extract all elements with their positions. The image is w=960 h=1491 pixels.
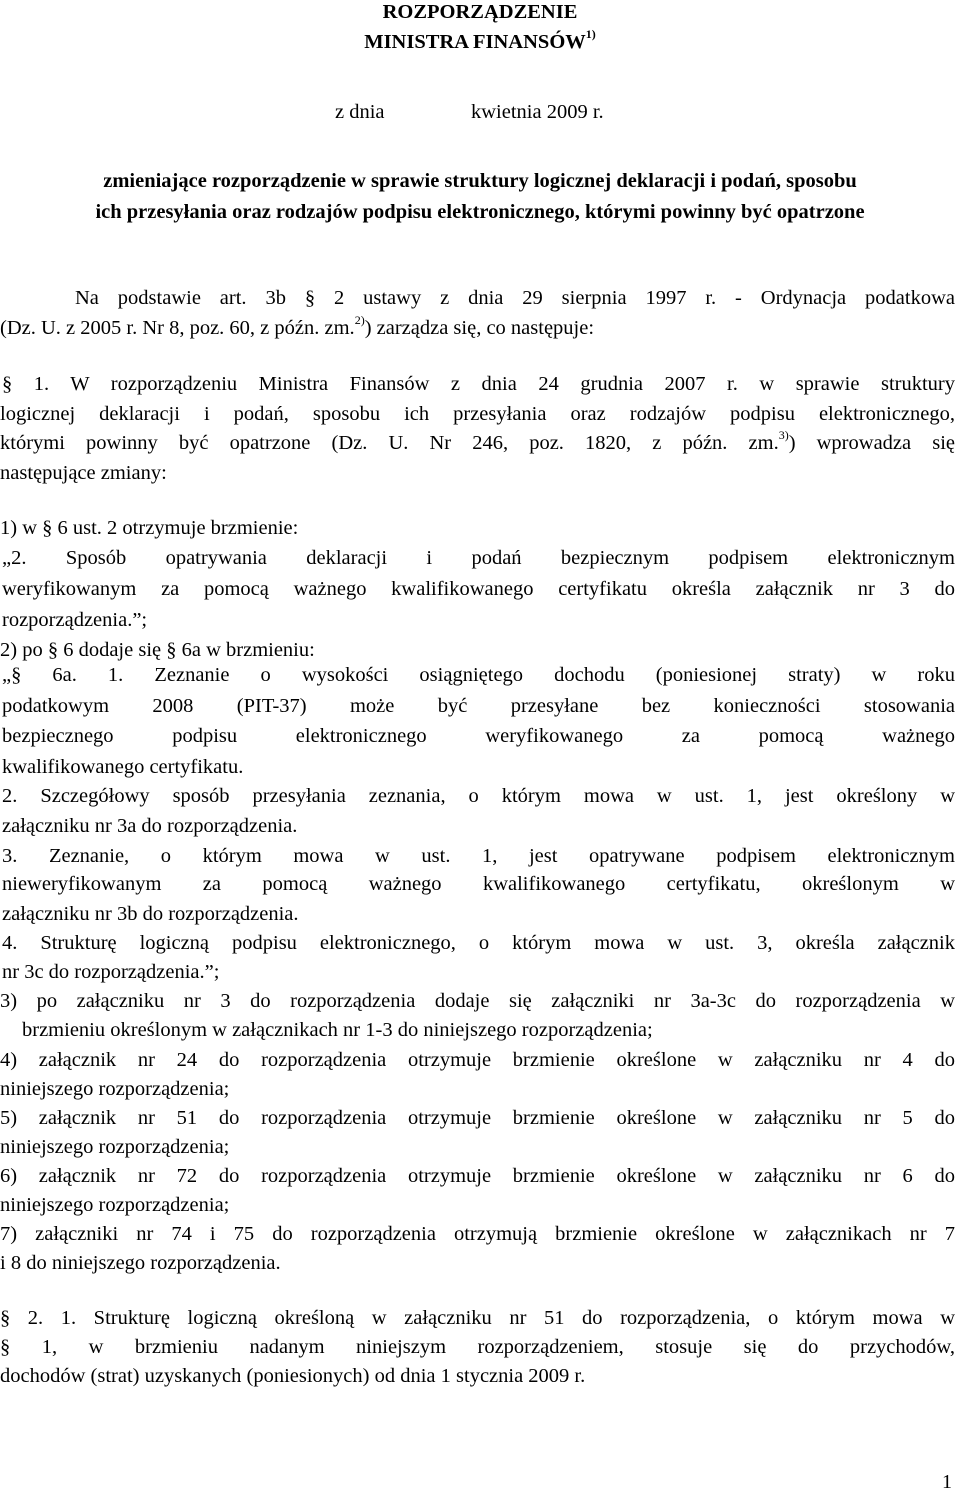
title-line-1: ROZPORZĄDZENIE	[382, 1, 578, 23]
amendment-line: 7) załączniki nr 74 i 75 do rozporządzenia otrzymują brzmienie określone w załącznikach nr 7	[0, 1223, 955, 1245]
amendment-line: nr 3c do rozporządzenia.”;	[2, 961, 220, 983]
section1-text-b: ) wprowadza się	[788, 432, 955, 454]
date-prefix: z dnia	[335, 101, 385, 123]
amendment-line: „§ 6a. 1. Zeznanie o wysokości osiągniętego dochodu (poniesionej straty) w roku	[2, 664, 955, 686]
section1-line-2: logicznej deklaracji i podań, sposobu ich przesyłania oraz rodzajów podpisu elektronicznego,	[0, 403, 955, 425]
amendment-line: nieweryfikowanym za pomocą ważnego kwalifikowanego certyfikatu, określonym w	[2, 873, 955, 895]
section2-line: dochodów (strat) uzyskanych (poniesionych) od dnia 1 stycznia 2009 r.	[0, 1365, 586, 1387]
section1-line-1: § 1. W rozporządzeniu Ministra Finansów z dnia 24 grudnia 2007 r. w sprawie struktury	[2, 373, 955, 395]
amendment-line: podatkowym 2008 (PIT-37) może być przesyłane bez konieczności stosowania	[2, 695, 955, 717]
amendment-line: 6) załącznik nr 72 do rozporządzenia otrzymuje brzmienie określone w załączniku nr 6 do	[0, 1165, 955, 1187]
amendment-line: 4. Strukturę logiczną podpisu elektronicznego, o którym mowa w ust. 3, określa załącznik	[2, 932, 955, 954]
amendment-line: załączniku nr 3a do rozporządzenia.	[2, 815, 298, 837]
amendment-line: i 8 do niniejszego rozporządzenia.	[0, 1252, 281, 1274]
section1-line-4: następujące zmiany:	[0, 462, 167, 484]
amendment-line: 1) w § 6 ust. 2 otrzymuje brzmienie:	[0, 517, 299, 539]
amendment-line: 4) załącznik nr 24 do rozporządzenia otrzymuje brzmienie określone w załączniku nr 4 do	[0, 1049, 955, 1071]
amendment-line: 2. Szczegółowy sposób przesyłania zeznania, o którym mowa w ust. 1, jest określony w	[2, 785, 955, 807]
amendment-line: niniejszego rozporządzenia;	[0, 1136, 230, 1158]
preamble-footnote-ref: 2)	[354, 313, 365, 327]
preamble-text-a: (Dz. U. z 2005 r. Nr 8, poz. 60, z późn. zm.	[0, 317, 355, 339]
page-number: 1	[942, 1471, 952, 1491]
amendment-line: 5) załącznik nr 51 do rozporządzenia otrzymuje brzmienie określone w załączniku nr 5 do	[0, 1107, 955, 1129]
amendment-line: 2) po § 6 dodaje się § 6a w brzmieniu:	[0, 639, 315, 661]
section2-line: § 1, w brzmieniu nadanym niniejszym rozporządzeniem, stosuje się do przychodów,	[0, 1336, 955, 1358]
amendment-line: brzmieniu określonym w załącznikach nr 1-3 do niniejszego rozporządzenia;	[22, 1019, 653, 1041]
preamble-line-2	[0, 313, 595, 339]
amendment-line: bezpiecznego podpisu elektronicznego weryfikowanego za pomocą ważnego	[2, 725, 955, 747]
amendment-line: niniejszego rozporządzenia;	[0, 1078, 230, 1100]
amendment-line: niniejszego rozporządzenia;	[0, 1194, 230, 1216]
amendment-line: 3) po załączniku nr 3 do rozporządzenia dodaje się załączniki nr 3a-3c do rozporządzenia w	[0, 990, 955, 1012]
section1-text-a: którymi powinny być opatrzone (Dz. U. Nr 246, poz. 1820, z późn. zm.	[0, 432, 779, 454]
amendment-line: 3. Zeznanie, o którym mowa w ust. 1, jest opatrywane podpisem elektronicznym	[2, 845, 955, 867]
amendment-line: „2. Sposób opatrywania deklaracji i podań bezpiecznym podpisem elektronicznym	[2, 547, 955, 569]
amendment-line: rozporządzenia.”;	[2, 609, 148, 631]
amendment-line: załączniku nr 3b do rozporządzenia.	[2, 903, 299, 925]
section2-line: § 2. 1. Strukturę logiczną określoną w załączniku nr 51 do rozporządzenia, o którym mowa w	[0, 1307, 955, 1329]
preamble-line-1: Na podstawie art. 3b § 2 ustawy z dnia 29 sierpnia 1997 r. - Ordynacja podatkowa	[75, 287, 955, 309]
title-line-2	[0, 27, 960, 53]
section1-footnote-ref: 3)	[778, 428, 789, 442]
subject-line-1: zmieniające rozporządzenie w sprawie struktury logicznej deklaracji i podań, sposobu	[103, 170, 857, 192]
subject-line-2: ich przesyłania oraz rodzajów podpisu elektronicznego, którymi powinny być opatrzone	[95, 201, 865, 223]
amendment-line: weryfikowanym za pomocą ważnego kwalifikowanego certyfikatu określa załącznik nr 3 do	[2, 578, 955, 600]
date-suffix: kwietnia 2009 r.	[471, 101, 604, 123]
title-text: MINISTRA FINANSÓW	[364, 31, 586, 53]
preamble-text-b: ) zarządza się, co następuje:	[364, 317, 595, 339]
title-footnote-ref: 1)	[585, 27, 596, 41]
section1-line-3	[0, 428, 955, 454]
amendment-line: kwalifikowanego certyfikatu.	[2, 756, 244, 778]
